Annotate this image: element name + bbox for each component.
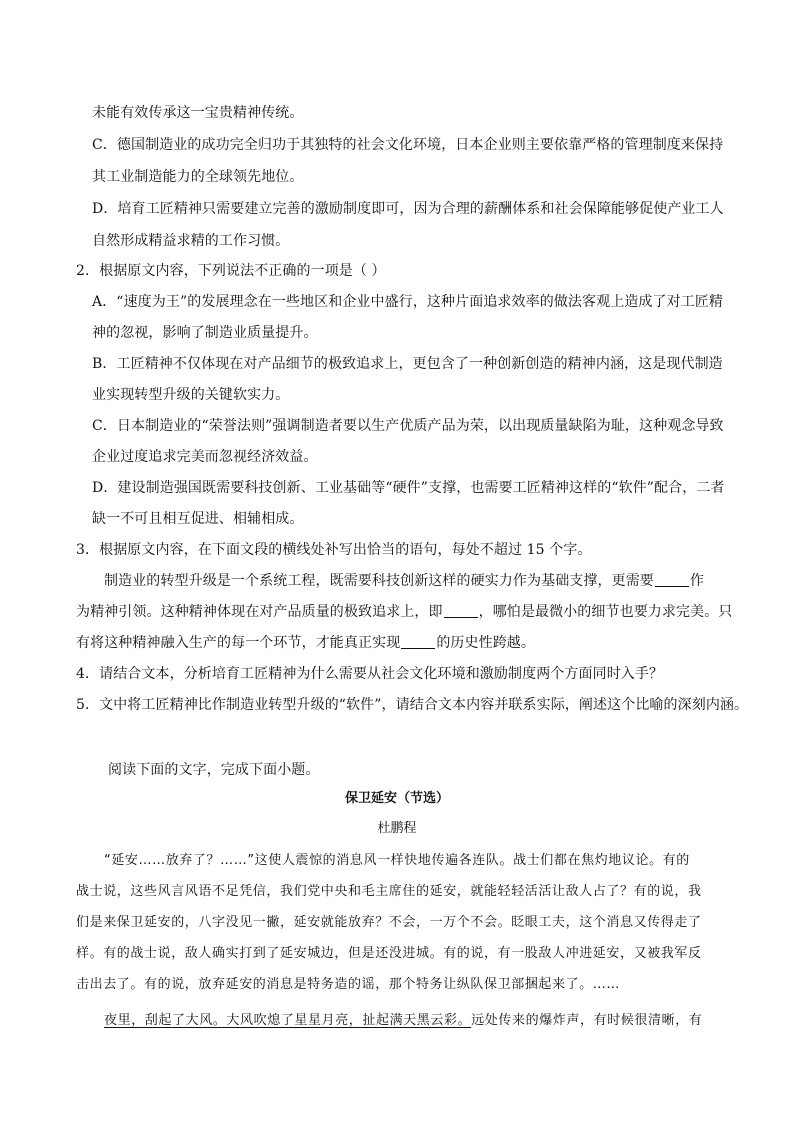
- answer-blank-3[interactable]: [401, 634, 435, 649]
- q2-option-c-line1: C．日本制造业的“荣誉法则”强调制造者要以生产优质产品为荣，以出现质量缺陷为耻，这种观念导致: [92, 418, 724, 434]
- underlined-sentence: 夜里，刮起了大风。大风吹熄了星星月亮，扯起满天黑云彩。: [104, 1013, 472, 1028]
- answer-blank-1[interactable]: [655, 572, 689, 587]
- q2-stem: 2．根据原文内容，下列说法不正确的一项是（ ）: [76, 263, 386, 279]
- q4-stem: 4．请结合文本，分析培育工匠精神为什么需要从社会文化环境和激励制度两个方面同时入手？: [76, 666, 664, 682]
- story-line-5: 击出去了。有的说，放弃延安的消息是特务造的谣，那个特务让纵队保卫部捆起来了。……: [76, 977, 621, 992]
- q2-option-c-line2: 企业过度追求完美而忽视经济效益。: [92, 449, 318, 465]
- reading-intro: 阅读下面的文字，完成下面小题。: [108, 762, 320, 778]
- q3-passage-text: 作: [689, 573, 705, 589]
- story-line-1: “延安……放弃了？……”这使人震惊的消息风一样快地传遍各连队。战士们都在焦灼地议论。有的: [104, 853, 690, 868]
- q3-passage-text: 为精神引领。这种精神体现在对产品质量的极致追求上，即: [76, 604, 443, 620]
- story-line-6: [104, 1012, 702, 1030]
- q1-option-c-line2: 其工业制造能力的全球领先地位。: [92, 169, 304, 185]
- q2-option-a-line1: A．“速度为王”的发展理念在一些地区和企业中盛行，这种片面追求效率的做法客观上造成了对工匠精: [92, 294, 724, 310]
- q1-option-d-line1: D．培育工匠精神只需要建立完善的激励制度即可，因为合理的薪酬体系和社会保障能够促使产业工人: [92, 201, 724, 217]
- q1-option-d-line2: 自然形成精益求精的工作习惯。: [92, 233, 290, 249]
- reading-title: 保卫延安（节选）: [344, 791, 449, 806]
- reading-author: 杜鹏程: [377, 821, 417, 836]
- q2-option-b-line2: 业实现转型升级的关键软实力。: [92, 387, 290, 403]
- q2-option-b-line1: B．工匠精神不仅体现在对产品细节的极致追求上，更包含了一种创新创造的精神内涵，这是现代制造: [92, 356, 723, 372]
- q3-passage-line3: [76, 633, 535, 653]
- q2-option-d-line1: D．建设制造强国既需要科技创新、工业基础等“硬件”支撑，也需要工匠精神这样的“软件”配合，二者: [92, 480, 725, 496]
- q3-passage-text: 有将这种精神融入生产的每一个环节，才能真正实现: [76, 635, 401, 651]
- story-line-2: 战士说，这些风言风语不足凭信，我们党中央和毛主席住的延安，就能轻轻活活让敌人占了？有的说，我: [76, 884, 702, 899]
- q3-stem: 3．根据原文内容，在下面文段的横线处补写出恰当的语句，每处不超过 15 个字。: [76, 542, 592, 558]
- q5-stem: 5．文中将工匠精神比作制造业转型升级的“软件”，请结合文本内容并联系实际，阐述这个比喻的深刻内涵。: [76, 697, 749, 713]
- story-line-4: 样。有的战士说，敌人确实打到了延安城边，但是还没进城。有的说，有一股敌人冲进延安，又被我军反: [76, 946, 702, 961]
- q3-passage-text: 制造业的转型升级是一个系统工程，既需要科技创新这样的硬实力作为基础支撑，更需要: [104, 573, 654, 589]
- story-text: 远处传来的爆炸声，有时候很清晰，有: [471, 1013, 703, 1028]
- q3-passage-line2: [76, 602, 732, 622]
- q3-passage-text: ，哪怕是最微小的细节也要力求完美。只: [478, 604, 733, 620]
- q1-option-c-line1: C．德国制造业的成功完全归功于其独特的社会文化环境，日本企业则主要依靠严格的管理制度来保持: [92, 137, 724, 153]
- q2-option-a-line2: 神的忽视，影响了制造业质量提升。: [92, 325, 318, 341]
- q1-line-continuation: 未能有效传承这一宝贵精神传统。: [92, 105, 304, 121]
- story-line-3: 们是来保卫延安的，八字没见一撇，延安就能放弃？不会，一万个不会。眨眼工夫，这个消息又传得走了: [76, 915, 702, 930]
- q2-option-d-line2: 缺一不可且相互促进、相辅相成。: [92, 511, 304, 527]
- q3-passage-line1: [104, 571, 704, 591]
- q3-passage-text: 的历史性跨越。: [436, 635, 536, 651]
- answer-blank-2[interactable]: [444, 603, 478, 618]
